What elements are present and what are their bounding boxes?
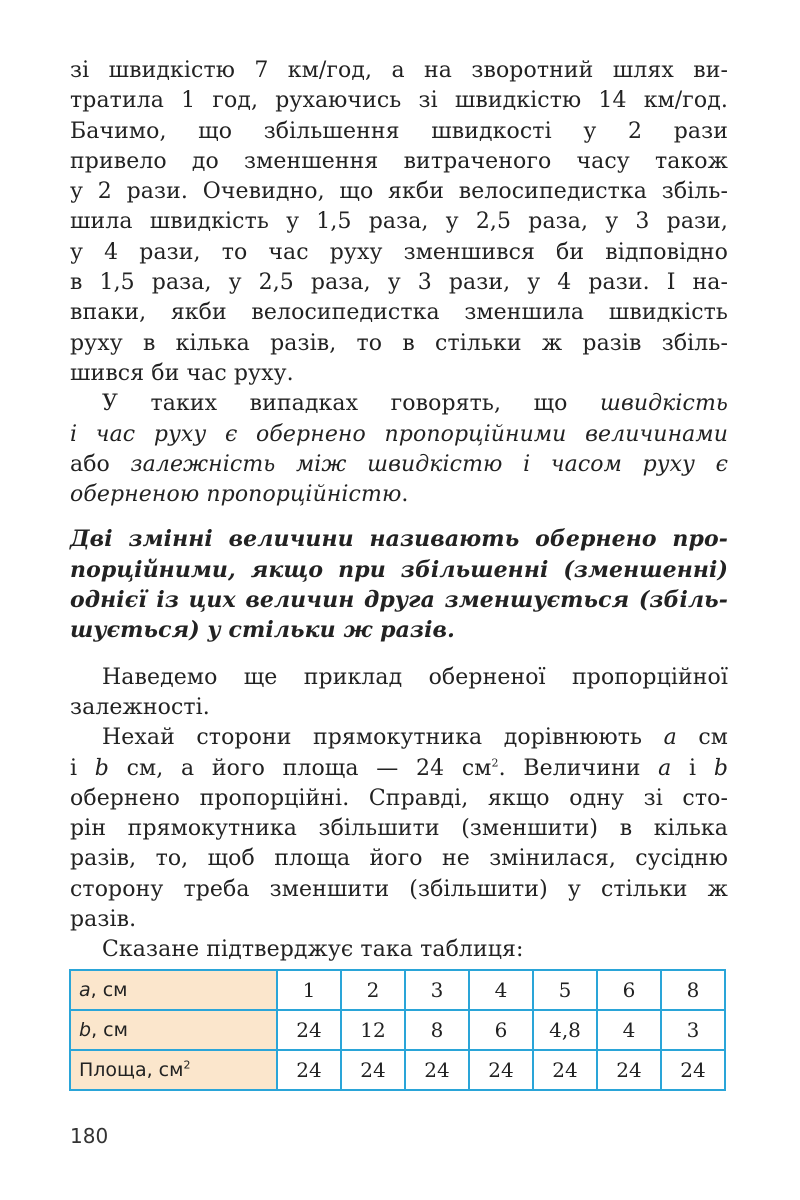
para3-line: залежності. <box>70 694 210 720</box>
table-cell: 6 <box>469 1010 533 1050</box>
table-cell: 24 <box>469 1050 533 1090</box>
para4-line: рін прямокутника збільшити (зменшити) в кілька <box>70 816 728 842</box>
table-cell: 1 <box>277 970 341 1010</box>
para3-line: Наведемо ще приклад оберненої пропорційної <box>102 664 728 690</box>
text-line: Бачимо, що збільшення швидкості у 2 рази <box>70 118 728 144</box>
para4-line: разів, то, щоб площа його не змінилася, сусідню <box>70 846 728 872</box>
text-line: у 2 рази. Очевидно, що якби велосипедистка збіль- <box>70 179 728 205</box>
text-line: руху в кілька разів, то в стільки ж разів збіль- <box>70 330 728 356</box>
table-row <box>70 1050 725 1090</box>
definition-line: Дві змінні величини називають обернено про- <box>70 526 728 553</box>
table-cell: 3 <box>405 970 469 1010</box>
table-cell: 6 <box>597 970 661 1010</box>
definition-line: порційними, якщо при збільшенні (зменшенні) <box>70 556 728 583</box>
para2-line: У таких випадках говорять, що швидкість <box>102 391 728 417</box>
table-cell: 12 <box>341 1010 405 1050</box>
table-cell: 24 <box>405 1050 469 1090</box>
para4-line: сторону треба зменшити (збільшити) у стільки ж <box>70 876 728 902</box>
para4-line: обернено пропорційні. Справді, якщо одну зі сто- <box>70 785 728 811</box>
text-line: в 1,5 раза, у 2,5 раза, у 3 рази, у 4 рази. І на- <box>70 270 728 296</box>
row-header-b: b, см <box>70 1010 277 1050</box>
para4-line: Нехай сторони прямокутника дорівнюють a см <box>102 725 728 751</box>
table-cell: 8 <box>405 1010 469 1050</box>
table-cell: 24 <box>341 1050 405 1090</box>
definition-line: шується) у стільки ж разів. <box>70 617 455 644</box>
table-cell: 24 <box>533 1050 597 1090</box>
table-cell: 4,8 <box>533 1010 597 1050</box>
para2-line: оберненою пропорційністю. <box>70 482 409 508</box>
proportion-table <box>69 969 726 1091</box>
page-text <box>70 56 728 966</box>
table-cell: 3 <box>661 1010 725 1050</box>
text-line: впаки, якби велосипедистка зменшила швидкість <box>70 300 728 326</box>
page-number: 180 <box>70 1124 109 1148</box>
row-header-a: a, см <box>70 970 277 1010</box>
row-header-area: Площа, $см^2$ <box>70 1050 277 1090</box>
text-line: привело до зменшення витраченого часу також <box>70 148 728 174</box>
text-line: тратила 1 год, рухаючись зі швидкістю 14 км/год. <box>70 88 728 114</box>
table-cell: 8 <box>661 970 725 1010</box>
table-cell: 4 <box>597 1010 661 1050</box>
para4-line: і b см, а його площа — 24 $см^2$. Величини a і b <box>70 755 728 781</box>
table-cell: 5 <box>533 970 597 1010</box>
table-cell: 4 <box>469 970 533 1010</box>
table-cell: 24 <box>277 1050 341 1090</box>
para4-line: разів. <box>70 907 137 933</box>
table-cell: 24 <box>661 1050 725 1090</box>
table-cell: 24 <box>277 1010 341 1050</box>
text-line: у 4 рази, то час руху зменшився би відповідно <box>70 239 728 265</box>
definition-line: однієї із цих величин друга зменшується (збіль- <box>70 587 728 614</box>
text-line: шила швидкість у 1,5 раза, у 2,5 раза, у 3 рази, <box>70 209 728 235</box>
table-cell: 24 <box>597 1050 661 1090</box>
text-line: шився би час руху. <box>70 360 294 386</box>
para5-line: Сказане підтверджує така таблиця: <box>102 937 524 963</box>
text-line: зі швидкістю 7 км/год, а на зворотний шлях ви- <box>70 58 728 83</box>
table-cell: 2 <box>341 970 405 1010</box>
para2-line: і час руху є обернено пропорційними величинами <box>70 421 728 447</box>
table-row <box>70 970 725 1010</box>
table-row <box>70 1010 725 1050</box>
para2-line: або залежність між швидкістю і часом руху є <box>70 451 728 477</box>
